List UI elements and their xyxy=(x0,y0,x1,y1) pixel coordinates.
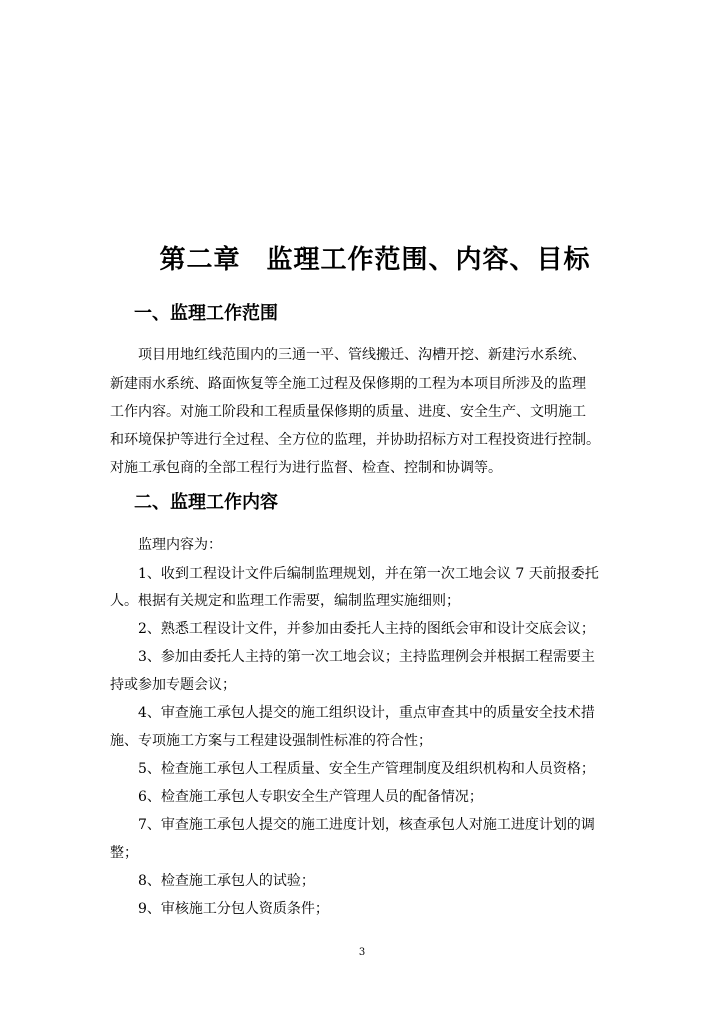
content-line-4a: 4、审查施工承包人提交的施工组织设计，重点审查其中的质量安全技术措 xyxy=(138,705,595,721)
chapter-title xyxy=(110,240,640,280)
scope-line-3: 工作内容。对施工阶段和工程质量保修期的质量、进度、安全生产、文明施工 xyxy=(110,404,586,420)
content-line-7b: 整； xyxy=(110,845,138,861)
content-line-2: 2、熟悉工程设计文件，并参加由委托人主持的图纸会审和设计交底会议； xyxy=(138,621,595,637)
content-intro: 监理内容为： xyxy=(138,537,222,553)
section-heading-content: 二、监理工作内容 xyxy=(134,492,278,513)
scope-line-1: 项目用地红线范围内的三通一平、管线搬迁、沟槽开挖、新建污水系统、 xyxy=(138,347,586,363)
content-line-6: 6、检查施工承包人专职安全生产管理人员的配备情况； xyxy=(138,789,483,805)
section-heading-scope: 一、监理工作范围 xyxy=(134,303,278,324)
content-line-9: 9、审核施工分包人资质条件； xyxy=(138,901,329,917)
chapter-number: 第二章 xyxy=(159,245,241,275)
content-line-1a: 1、收到工程设计文件后编制监理规划，并在第一次工地会议 7 天前报委托 xyxy=(138,566,599,582)
content-line-4b: 施、专项施工方案与工程建设强制性标准的符合性； xyxy=(110,733,432,749)
content-line-7a: 7、审查施工承包人提交的施工进度计划，核查承包人对施工进度计划的调 xyxy=(138,817,595,833)
content-line-3a: 3、参加由委托人主持的第一次工地会议；主持监理例会并根据工程需要主 xyxy=(138,649,595,665)
chapter-title-text: 监理工作范围、内容、目标 xyxy=(266,245,591,275)
scope-line-4: 和环境保护等进行全过程、全方位的监理，并协助招标方对工程投资进行控制。 xyxy=(110,432,600,448)
content-line-5: 5、检查施工承包人工程质量、安全生产管理制度及组织机构和人员资格； xyxy=(138,761,595,777)
content-line-1b: 人。根据有关规定和监理工作需要，编制监理实施细则； xyxy=(110,593,460,609)
content-line-3b: 持或参加专题会议； xyxy=(110,677,236,693)
content-line-8: 8、检查施工承包人的试验； xyxy=(138,873,315,889)
page-number: 3 xyxy=(358,947,366,958)
scope-line-5: 对施工承包商的全部工程行为进行监督、检查、控制和协调等。 xyxy=(110,460,502,476)
scope-line-2: 新建雨水系统、路面恢复等全施工过程及保修期的工程为本项目所涉及的监理 xyxy=(110,376,586,392)
